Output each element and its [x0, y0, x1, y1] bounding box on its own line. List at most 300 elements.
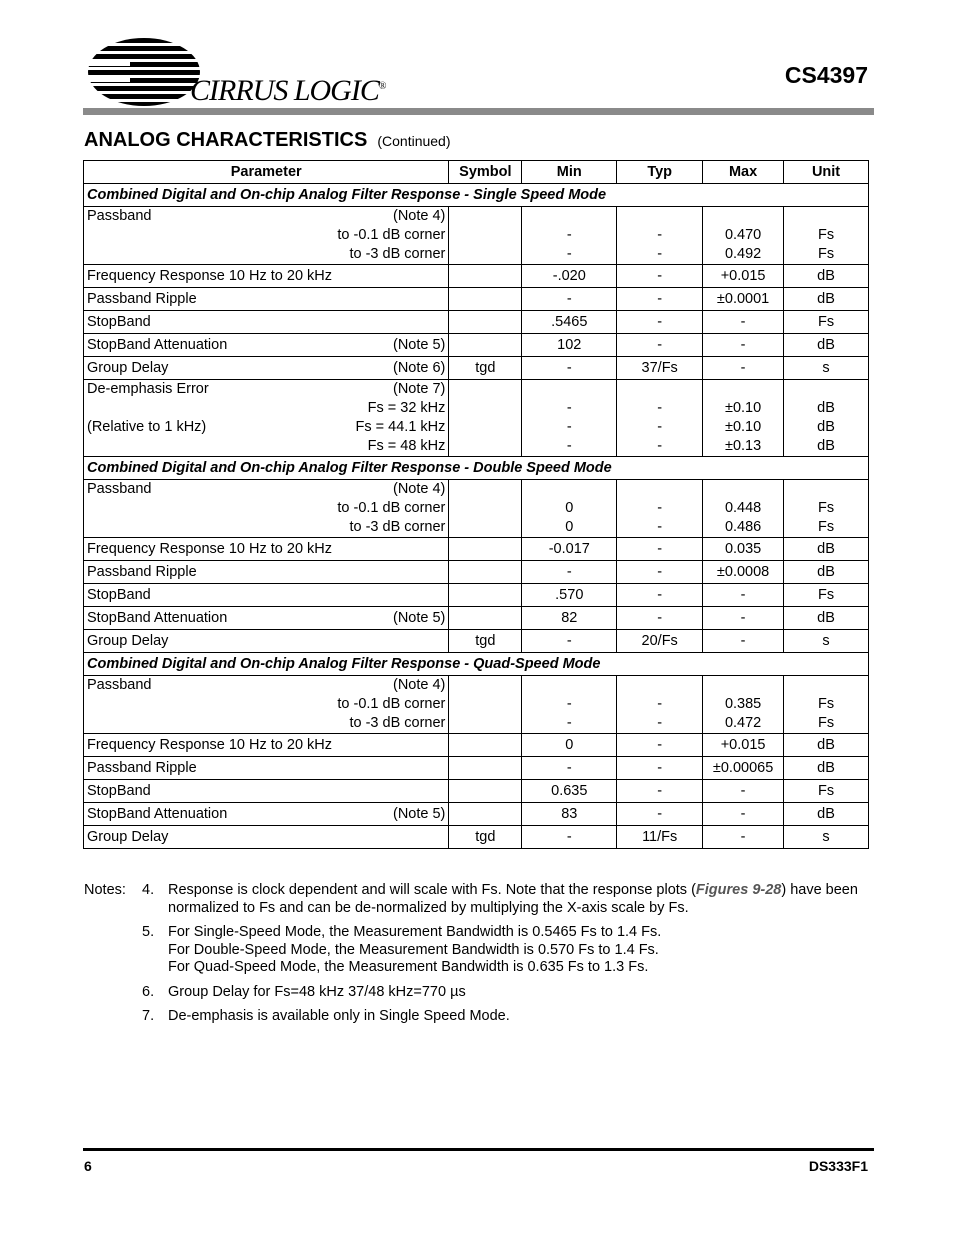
- unit-cell: [784, 607, 869, 630]
- table-row: [84, 780, 869, 803]
- unit-value: dB: [817, 268, 835, 284]
- symbol-cell: [449, 380, 522, 457]
- min-value: -: [566, 400, 572, 416]
- table-row: [84, 480, 869, 538]
- parameter-note: (Note 4): [393, 208, 446, 224]
- min-cell: [522, 480, 617, 538]
- parameter-cell: [84, 676, 449, 734]
- min-cell: [522, 207, 617, 265]
- parameter-note: (Note 6): [393, 360, 446, 376]
- max-cell: [703, 288, 784, 311]
- parameter-cell: [84, 207, 449, 265]
- max-cell: [703, 357, 784, 380]
- typ-value: -: [657, 541, 663, 557]
- table-row: [84, 311, 869, 334]
- parameter-cell: [84, 561, 449, 584]
- max-cell: [703, 265, 784, 288]
- max-value: -: [740, 610, 746, 626]
- typ-value: -: [657, 760, 663, 776]
- max-cell: [703, 311, 784, 334]
- typ-value: -: [657, 500, 663, 516]
- col-header-symbol: Symbol: [449, 161, 522, 184]
- parameter-name: Passband: [87, 677, 152, 693]
- min-cell: [522, 357, 617, 380]
- parameter-note: Fs = 44.1 kHz: [355, 419, 446, 435]
- symbol-cell: [449, 311, 522, 334]
- header-rule: [83, 108, 874, 115]
- typ-value: -: [657, 610, 663, 626]
- parameter-cell: [84, 826, 449, 849]
- table-row: [84, 288, 869, 311]
- parameter-condition: to -3 dB corner: [349, 519, 446, 535]
- max-value: [706, 380, 780, 399]
- min-value: -: [566, 760, 572, 776]
- analog-characteristics-table: [83, 160, 869, 849]
- min-cell: [522, 757, 617, 780]
- parameter-cell: [84, 757, 449, 780]
- figures-link[interactable]: Figures 9-28: [695, 882, 782, 898]
- parameter-name: Group Delay: [87, 360, 169, 376]
- typ-value: [620, 380, 699, 399]
- parameter-cell: [84, 380, 449, 457]
- parameter-line: [87, 418, 445, 437]
- parameter-condition: to -0.1 dB corner: [337, 696, 446, 712]
- max-value: -: [740, 633, 746, 649]
- unit-value: dB: [817, 400, 835, 416]
- parameter-condition: Fs = 32 kHz: [367, 400, 446, 416]
- min-value: -: [566, 291, 572, 307]
- unit-cell: [784, 803, 869, 826]
- min-value: -: [566, 438, 572, 454]
- max-cell: [703, 630, 784, 653]
- unit-value: [787, 480, 865, 499]
- typ-value: -: [657, 419, 663, 435]
- min-value: 83: [561, 806, 578, 822]
- footer-rule: [83, 1148, 874, 1151]
- unit-cell: [784, 734, 869, 757]
- typ-cell: [617, 334, 703, 357]
- min-cell: [522, 288, 617, 311]
- min-value: 102: [557, 337, 582, 353]
- max-cell: [703, 607, 784, 630]
- section-header-row: [84, 457, 869, 480]
- parameter-condition: to -0.1 dB corner: [337, 227, 446, 243]
- symbol-cell: [449, 480, 522, 538]
- unit-cell: [784, 288, 869, 311]
- max-cell: [703, 584, 784, 607]
- max-cell: [703, 780, 784, 803]
- min-cell: [522, 803, 617, 826]
- min-cell: [522, 311, 617, 334]
- page-number: 6: [84, 1158, 92, 1174]
- typ-value: -: [657, 806, 663, 822]
- unit-value: [787, 380, 865, 399]
- max-value: 0.035: [724, 541, 762, 557]
- unit-value: dB: [817, 564, 835, 580]
- parameter-name: StopBand: [87, 783, 151, 799]
- max-cell: [703, 538, 784, 561]
- min-value: [525, 380, 613, 399]
- page-title: ANALOG CHARACTERISTICS (Continued): [84, 129, 451, 151]
- min-cell: [522, 538, 617, 561]
- symbol-cell: [449, 584, 522, 607]
- parameter-name: Group Delay: [87, 829, 169, 845]
- typ-value: -: [657, 783, 663, 799]
- unit-value: s: [822, 829, 830, 845]
- symbol-cell: [449, 538, 522, 561]
- unit-cell: [784, 311, 869, 334]
- min-value: -.020: [552, 268, 586, 284]
- typ-value: -: [657, 400, 663, 416]
- symbol-cell: [449, 207, 522, 265]
- symbol-cell: [449, 607, 522, 630]
- symbol-cell: [449, 780, 522, 803]
- unit-value: Fs: [817, 587, 835, 603]
- unit-value: [787, 676, 865, 695]
- symbol-cell: [449, 265, 522, 288]
- section-header-row: [84, 653, 869, 676]
- max-value: [706, 207, 780, 226]
- part-number: CS4397: [784, 62, 868, 88]
- parameter-line: [87, 380, 445, 399]
- min-value: [525, 207, 613, 226]
- min-cell: [522, 734, 617, 757]
- section-heading: Combined Digital and On-chip Analog Filter Response - Single Speed Mode: [84, 184, 869, 207]
- typ-cell: [617, 561, 703, 584]
- parameter-name: Frequency Response 10 Hz to 20 kHz: [87, 541, 333, 557]
- parameter-cell: [84, 538, 449, 561]
- parameter-line: [87, 561, 445, 583]
- parameter-note: (Note 5): [393, 337, 446, 353]
- max-cell: [703, 380, 784, 457]
- max-value: 0.385: [724, 696, 762, 712]
- unit-cell: [784, 538, 869, 561]
- unit-value: Fs: [817, 246, 835, 262]
- min-value: 0: [565, 737, 574, 753]
- table-row: [84, 630, 869, 653]
- symbol-value: tgd: [475, 360, 496, 376]
- typ-value: -: [657, 737, 663, 753]
- max-value: 0.470: [724, 227, 762, 243]
- parameter-cell: [84, 288, 449, 311]
- unit-cell: [784, 780, 869, 803]
- parameter-line: [87, 780, 445, 802]
- parameter-line: [87, 207, 445, 226]
- unit-cell: [784, 207, 869, 265]
- max-value: -: [740, 587, 746, 603]
- max-value: 0.448: [724, 500, 762, 516]
- max-value: ±0.0008: [716, 564, 770, 580]
- max-value: -: [740, 783, 746, 799]
- parameter-line: [87, 584, 445, 606]
- table-body: [84, 184, 869, 849]
- unit-value: dB: [817, 337, 835, 353]
- parameter-cell: [84, 607, 449, 630]
- min-value: -: [566, 696, 572, 712]
- unit-value: dB: [817, 419, 835, 435]
- typ-cell: [617, 734, 703, 757]
- parameter-condition: to -3 dB corner: [349, 715, 446, 731]
- typ-value: 11/Fs: [642, 829, 678, 845]
- typ-value: -: [657, 438, 663, 454]
- min-cell: [522, 584, 617, 607]
- symbol-value: tgd: [475, 633, 496, 649]
- typ-value: [620, 676, 699, 695]
- parameter-name: De-emphasis Error: [87, 381, 209, 397]
- typ-value: -: [657, 291, 663, 307]
- table-row: [84, 380, 869, 457]
- table-row: [84, 357, 869, 380]
- parameter-line: [87, 630, 445, 652]
- typ-cell: [617, 265, 703, 288]
- unit-value: s: [822, 360, 830, 376]
- max-value: ±0.00065: [712, 760, 774, 776]
- table-row: [84, 207, 869, 265]
- min-value: -: [566, 227, 572, 243]
- symbol-cell: [449, 826, 522, 849]
- table-row: [84, 607, 869, 630]
- parameter-cell: [84, 311, 449, 334]
- min-value: .5465: [551, 314, 588, 330]
- min-value: 0: [565, 519, 574, 535]
- parameter-note: (Note 5): [393, 610, 446, 626]
- max-value: ±0.10: [724, 400, 762, 416]
- unit-cell: [784, 584, 869, 607]
- parameter-cell: [84, 334, 449, 357]
- note-4: Notes: 4. Response is clock dependent and will scale with Fs. Note that the response plots (Figures 9-28) have been normalized to Fs and can be de-normalized by multiplying the X-axis scale by Fs.: [84, 882, 858, 916]
- unit-value: Fs: [817, 696, 835, 712]
- table-row: [84, 538, 869, 561]
- unit-cell: [784, 561, 869, 584]
- unit-value: dB: [817, 737, 835, 753]
- table-row: [84, 734, 869, 757]
- typ-cell: [617, 480, 703, 538]
- max-value: -: [740, 314, 746, 330]
- unit-cell: [784, 357, 869, 380]
- symbol-cell: [449, 676, 522, 734]
- typ-value: -: [657, 337, 663, 353]
- min-cell: [522, 826, 617, 849]
- max-cell: [703, 561, 784, 584]
- col-header-min: Min: [522, 161, 617, 184]
- table-row: [84, 561, 869, 584]
- unit-cell: [784, 334, 869, 357]
- parameter-name: Passband Ripple: [87, 291, 197, 307]
- max-cell: [703, 803, 784, 826]
- parameter-line: [87, 357, 445, 379]
- max-cell: [703, 676, 784, 734]
- typ-cell: [617, 311, 703, 334]
- min-cell: [522, 630, 617, 653]
- parameter-cell: [84, 584, 449, 607]
- section-header-row: [84, 184, 869, 207]
- parameter-cell: [84, 734, 449, 757]
- max-value: [706, 480, 780, 499]
- unit-value: dB: [817, 760, 835, 776]
- symbol-cell: [449, 288, 522, 311]
- max-value: -: [740, 806, 746, 822]
- note-6: 6. Group Delay for Fs=48 kHz 37/48 kHz=770 µs: [142, 983, 466, 1000]
- max-cell: [703, 826, 784, 849]
- min-value: -: [566, 564, 572, 580]
- parameter-name: (Relative to 1 kHz): [87, 419, 207, 435]
- max-cell: [703, 334, 784, 357]
- typ-value: [620, 480, 699, 499]
- parameter-line: [87, 607, 445, 629]
- table-row: [84, 803, 869, 826]
- typ-cell: [617, 288, 703, 311]
- unit-value: dB: [817, 438, 835, 454]
- unit-value: dB: [817, 291, 835, 307]
- notes: [84, 882, 874, 1033]
- typ-value: -: [657, 227, 663, 243]
- parameter-name: StopBand: [87, 587, 151, 603]
- typ-value: [620, 207, 699, 226]
- table-row: [84, 676, 869, 734]
- logo-stripes-icon: [80, 36, 200, 108]
- typ-value: -: [657, 246, 663, 262]
- min-value: -: [566, 246, 572, 262]
- max-value: +0.015: [720, 737, 766, 753]
- parameter-note: (Note 4): [393, 677, 446, 693]
- min-value: [525, 676, 613, 695]
- table-row: [84, 584, 869, 607]
- document-id: DS333F1: [808, 1158, 868, 1174]
- parameter-line: [87, 265, 445, 287]
- unit-value: Fs: [817, 715, 835, 731]
- note-7: 7. De-emphasis is available only in Single Speed Mode.: [142, 1008, 510, 1024]
- parameter-cell: [84, 803, 449, 826]
- symbol-value: tgd: [475, 829, 496, 845]
- table-row: [84, 334, 869, 357]
- typ-cell: [617, 676, 703, 734]
- typ-value: -: [657, 587, 663, 603]
- max-value: [706, 676, 780, 695]
- typ-cell: [617, 757, 703, 780]
- min-value: -: [566, 419, 572, 435]
- typ-cell: [617, 357, 703, 380]
- parameter-line: [87, 480, 445, 499]
- table-row: [84, 265, 869, 288]
- max-cell: [703, 480, 784, 538]
- parameter-note: (Note 5): [393, 806, 446, 822]
- typ-value: -: [657, 314, 663, 330]
- typ-cell: [617, 538, 703, 561]
- col-header-max: Max: [703, 161, 784, 184]
- section-heading: Combined Digital and On-chip Analog Filter Response - Double Speed Mode: [84, 457, 869, 480]
- typ-cell: [617, 207, 703, 265]
- parameter-cell: [84, 630, 449, 653]
- min-cell: [522, 334, 617, 357]
- symbol-cell: [449, 734, 522, 757]
- unit-cell: [784, 757, 869, 780]
- typ-cell: [617, 803, 703, 826]
- unit-cell: [784, 380, 869, 457]
- min-value: .570: [555, 587, 584, 603]
- typ-cell: [617, 780, 703, 803]
- parameter-line: [87, 676, 445, 695]
- parameter-name: StopBand Attenuation: [87, 806, 228, 822]
- table-row: [84, 757, 869, 780]
- section-heading: Combined Digital and On-chip Analog Filter Response - Quad-Speed Mode: [84, 653, 869, 676]
- min-value: 0: [565, 500, 574, 516]
- unit-cell: [784, 676, 869, 734]
- parameter-name: Frequency Response 10 Hz to 20 kHz: [87, 268, 333, 284]
- parameter-cell: [84, 265, 449, 288]
- parameter-name: StopBand Attenuation: [87, 610, 228, 626]
- unit-value: Fs: [817, 227, 835, 243]
- note-5: 5. For Single-Speed Mode, the Measurement Bandwidth is 0.5465 Fs to 1.4 Fs. For Double-Speed Mode, the Measurement Bandwidth is 0.570 Fs to 1.4 Fs. For Quad-Speed Mode, the Measurement Bandwidth is 0.635 Fs to 1.3 Fs.: [142, 924, 662, 975]
- typ-value: -: [657, 715, 663, 731]
- parameter-line: [87, 826, 445, 848]
- max-cell: [703, 757, 784, 780]
- max-value: ±0.10: [724, 419, 762, 435]
- min-cell: [522, 380, 617, 457]
- symbol-cell: [449, 757, 522, 780]
- parameter-line: [87, 538, 445, 560]
- parameter-name: StopBand: [87, 314, 151, 330]
- symbol-cell: [449, 334, 522, 357]
- symbol-cell: [449, 357, 522, 380]
- symbol-cell: [449, 803, 522, 826]
- cirrus-logic-logo: [80, 36, 400, 108]
- col-header-unit: Unit: [784, 161, 869, 184]
- table-header-row: [84, 161, 869, 184]
- min-cell: [522, 607, 617, 630]
- typ-value: -: [657, 519, 663, 535]
- company-name: CIRRUS LOGIC®: [190, 74, 386, 107]
- parameter-line: [87, 311, 445, 333]
- typ-value: 37/Fs: [641, 360, 678, 376]
- symbol-cell: [449, 630, 522, 653]
- col-header-typ: Typ: [617, 161, 703, 184]
- unit-value: [787, 207, 865, 226]
- max-cell: [703, 207, 784, 265]
- parameter-cell: [84, 480, 449, 538]
- unit-value: Fs: [817, 783, 835, 799]
- parameter-name: Passband Ripple: [87, 760, 197, 776]
- symbol-cell: [449, 561, 522, 584]
- parameter-line: [87, 334, 445, 356]
- max-value: 0.472: [724, 715, 762, 731]
- min-value: -: [566, 633, 572, 649]
- parameter-condition: Fs = 48 kHz: [367, 438, 446, 454]
- typ-value: -: [657, 268, 663, 284]
- parameter-line: [87, 288, 445, 310]
- unit-cell: [784, 480, 869, 538]
- unit-value: Fs: [817, 519, 835, 535]
- min-value: -: [566, 715, 572, 731]
- typ-value: -: [657, 564, 663, 580]
- typ-cell: [617, 584, 703, 607]
- min-cell: [522, 780, 617, 803]
- typ-cell: [617, 630, 703, 653]
- unit-value: Fs: [817, 314, 835, 330]
- unit-cell: [784, 265, 869, 288]
- unit-cell: [784, 630, 869, 653]
- parameter-name: Passband: [87, 481, 152, 497]
- typ-cell: [617, 380, 703, 457]
- min-value: [525, 480, 613, 499]
- parameter-name: Passband: [87, 208, 152, 224]
- unit-value: s: [822, 633, 830, 649]
- typ-cell: [617, 607, 703, 630]
- table-row: [84, 826, 869, 849]
- min-cell: [522, 265, 617, 288]
- parameter-note: (Note 7): [393, 381, 446, 397]
- max-value: +0.015: [720, 268, 766, 284]
- max-cell: [703, 734, 784, 757]
